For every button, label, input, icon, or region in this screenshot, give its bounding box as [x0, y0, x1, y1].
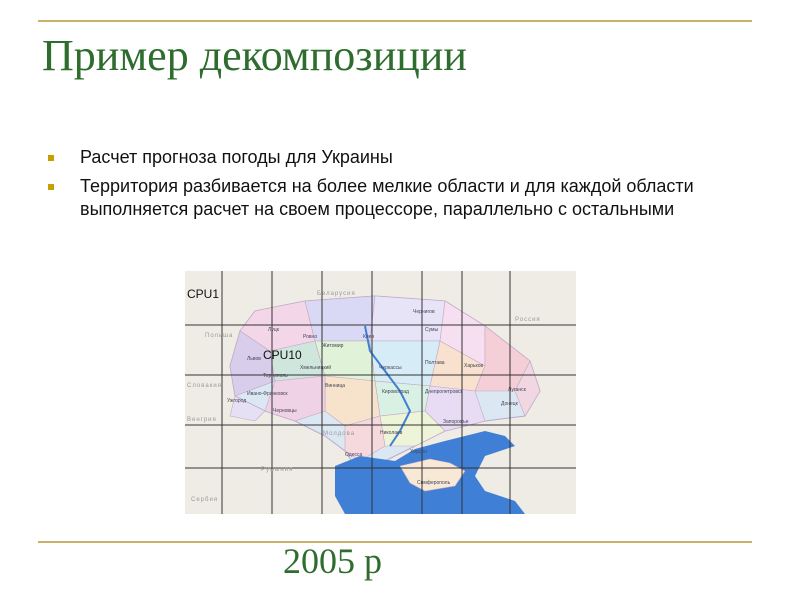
city-label: Одесса [345, 452, 363, 458]
year-text: 2005 р [283, 541, 382, 581]
square-bullet-icon [48, 155, 54, 161]
city-label: Луганск [508, 387, 526, 393]
country-label: Польша [205, 333, 234, 339]
country-label: Сербия [191, 497, 219, 503]
city-label: Донецк [501, 401, 518, 407]
city-label: Запорожье [443, 419, 469, 425]
city-label: Ровно [303, 334, 318, 340]
top-rule [38, 20, 752, 22]
city-label: Житомир [322, 343, 344, 349]
city-label: Харьков [464, 363, 484, 369]
city-label: Ивано-Франковск [247, 391, 288, 397]
city-label: Хмельницкий [300, 365, 332, 371]
slide-title: Пример декомпозиции [42, 31, 467, 80]
country-label: Румыния [261, 467, 294, 473]
cpu-label: CPU10 [263, 348, 302, 362]
country-label: Венгрия [187, 417, 217, 423]
city-label: Луцк [268, 327, 279, 333]
city-label: Николаев [380, 430, 403, 436]
bullet-list [40, 146, 720, 227]
ukraine-region-map [185, 271, 576, 514]
city-label: Винница [325, 383, 346, 389]
city-label: Сумы [425, 327, 439, 333]
city-label: Симферополь [417, 480, 451, 486]
city-label: Днепропетровск [425, 389, 463, 395]
city-label: Львов [247, 356, 261, 362]
bullet-text: Расчет прогноза погоды для Украины [80, 147, 393, 167]
country-label: Беларусия [317, 291, 356, 297]
bullet-text: Территория разбивается на более мелкие области и для каждой области выполняется расчет на своем процессоре, параллельно с остальными [80, 176, 694, 219]
country-label: Словакия [187, 383, 222, 389]
square-bullet-icon [48, 184, 54, 190]
bottom-rule [38, 541, 752, 543]
city-label: Кировоград [382, 389, 409, 395]
cpu-label: CPU1 [187, 287, 220, 301]
bullet-item [40, 146, 720, 169]
city-label: Полтава [425, 360, 445, 366]
city-label: Черкассы [379, 365, 402, 371]
city-label: Херсон [410, 449, 427, 455]
country-label: Молдова [323, 431, 356, 437]
city-label: Киев [363, 334, 375, 340]
city-label: Чернигов [413, 309, 435, 315]
bullet-item [40, 175, 720, 221]
city-label: Ужгород [227, 398, 247, 404]
city-label: Тернополь [263, 373, 288, 379]
city-label: Черновцы [273, 408, 297, 414]
country-label: Россия [515, 317, 541, 323]
